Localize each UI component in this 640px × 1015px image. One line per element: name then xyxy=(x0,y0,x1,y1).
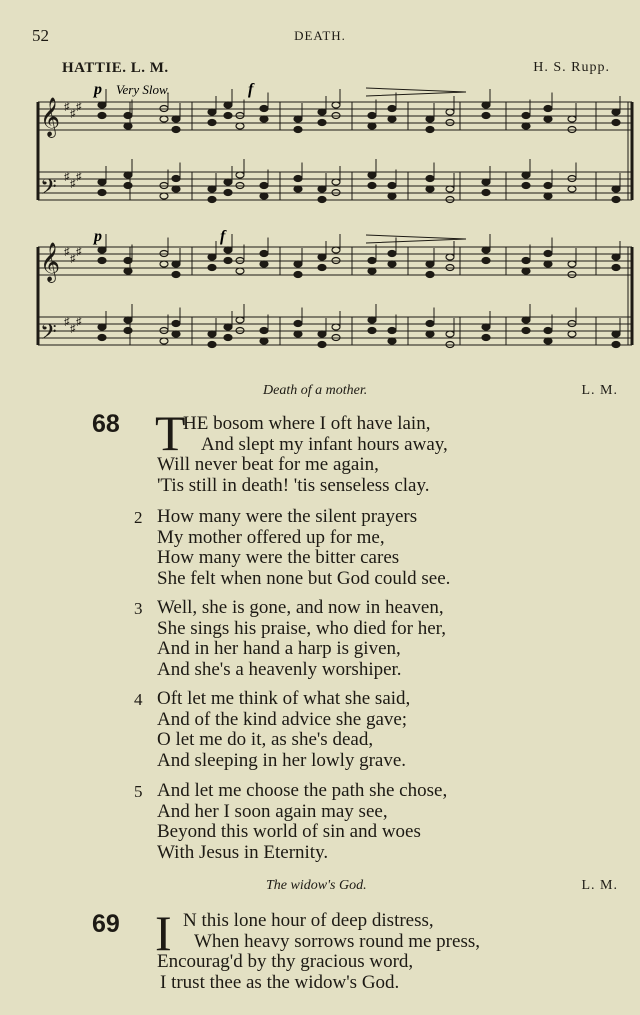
sharp-icon: ♯ xyxy=(76,246,82,258)
stanza-number: 5 xyxy=(134,782,143,801)
note-head xyxy=(544,338,552,344)
note-head xyxy=(224,335,232,341)
sharp-icon: ♯ xyxy=(64,246,70,258)
sharp-icon: ♯ xyxy=(70,178,76,190)
verse-line: I trust thee as the widow's God. xyxy=(160,971,400,993)
note-head xyxy=(260,183,268,189)
note-head xyxy=(612,120,620,126)
hymn-68-number: 68 xyxy=(92,410,120,438)
treble-clef-icon: 𝄞 xyxy=(40,97,61,137)
staff-lines xyxy=(38,234,632,350)
note-head xyxy=(224,258,232,264)
music-staff-image-1 xyxy=(36,80,636,230)
note-head xyxy=(522,317,530,323)
note-head xyxy=(208,331,216,337)
verse-line: With Jesus in Eternity. xyxy=(157,841,329,863)
dynamic-marking-f: f xyxy=(248,81,254,98)
note-head xyxy=(318,109,326,115)
verse-line: She sings his praise, who died for her, xyxy=(157,617,446,639)
note-head xyxy=(368,268,376,274)
note-head xyxy=(98,190,106,196)
note-head xyxy=(172,127,180,133)
note-head xyxy=(446,331,454,337)
note-head xyxy=(208,109,216,115)
note-head xyxy=(482,324,490,330)
note-head xyxy=(318,197,326,203)
note-head xyxy=(368,317,376,323)
treble-clef-icon: 𝄞 xyxy=(40,242,61,282)
note-head xyxy=(236,172,244,178)
note-head xyxy=(568,331,576,337)
tune-heading xyxy=(0,60,640,78)
note-head xyxy=(544,116,552,122)
hymn-69-number: 69 xyxy=(92,910,120,938)
verse-line: Oft let me think of what she said, xyxy=(157,688,411,709)
note-head xyxy=(612,197,620,203)
note-head xyxy=(482,247,490,253)
note-head xyxy=(522,328,530,334)
note-head xyxy=(224,113,232,119)
note-head xyxy=(568,186,576,192)
note-head xyxy=(522,123,530,129)
sharp-icon: ♯ xyxy=(76,316,82,328)
staff-lines xyxy=(38,88,632,205)
note-head xyxy=(368,258,376,264)
note-head xyxy=(332,324,340,330)
music-system-1 xyxy=(36,80,636,230)
sharp-icon: ♯ xyxy=(76,171,82,183)
dynamic-marking-p: p xyxy=(94,228,102,245)
verse-line: Well, she is gone, and now in heaven, xyxy=(157,597,444,618)
music-system-2 xyxy=(36,225,636,375)
note-head xyxy=(236,268,244,274)
note-head xyxy=(426,331,434,337)
note-head xyxy=(446,109,454,115)
stanza-number: 3 xyxy=(134,599,143,618)
verse-line: And of the kind advice she gave; xyxy=(157,708,408,730)
note-head xyxy=(172,176,180,182)
page-number: 52 xyxy=(32,26,49,45)
note-head xyxy=(482,258,490,264)
note-head xyxy=(260,261,268,267)
note-head xyxy=(388,193,396,199)
hymn-69-dropcap: I xyxy=(155,905,172,961)
note-head xyxy=(124,328,132,334)
note-head xyxy=(208,265,216,271)
bass-clef-icon: 𝄢 xyxy=(40,175,57,205)
note-head xyxy=(522,113,530,119)
note-head xyxy=(224,179,232,185)
note-head xyxy=(260,251,268,257)
decrescendo-hairpin xyxy=(366,235,466,243)
dynamic-marking-p: p xyxy=(94,81,102,98)
note-head xyxy=(294,116,302,122)
sharp-icon: ♯ xyxy=(70,108,76,120)
verse-line: My mother offered up for me, xyxy=(157,526,385,548)
note-head xyxy=(172,116,180,122)
note-head xyxy=(260,193,268,199)
note-head xyxy=(368,172,376,178)
stanza-number: 4 xyxy=(134,690,143,709)
note-head xyxy=(544,183,552,189)
hymn-68-subtitle: Death of a mother. xyxy=(263,383,368,398)
note-head xyxy=(160,193,168,199)
note-head xyxy=(294,272,302,278)
note-head xyxy=(388,116,396,122)
note-head xyxy=(446,254,454,260)
dynamic-marking-f: f xyxy=(220,228,226,245)
note-head xyxy=(426,321,434,327)
note-head xyxy=(388,106,396,112)
verse-line: And in her hand a harp is given, xyxy=(157,638,401,659)
sharp-icon: ♯ xyxy=(76,101,82,113)
note-head xyxy=(544,251,552,257)
note-head xyxy=(522,183,530,189)
note-head xyxy=(388,251,396,257)
verse-line: HE bosom where I oft have lain, xyxy=(183,413,431,434)
tempo-marking: Very Slow. xyxy=(116,82,170,97)
note-head xyxy=(98,179,106,185)
note-head xyxy=(208,197,216,203)
note-head xyxy=(98,247,106,253)
running-head: DEATH. xyxy=(294,28,346,43)
note-head xyxy=(426,261,434,267)
note-head xyxy=(98,113,106,119)
verse-line: And she's a heavenly worshiper. xyxy=(157,658,402,680)
note-head xyxy=(294,127,302,133)
verse-line: How many were the bitter cares xyxy=(157,547,400,568)
note-head xyxy=(318,331,326,337)
verse-line: How many were the silent prayers xyxy=(157,506,418,527)
note-head xyxy=(318,342,326,348)
note-head xyxy=(612,109,620,115)
note-head xyxy=(612,331,620,337)
verse-line: Beyond this world of sin and woes xyxy=(157,821,421,842)
note-head xyxy=(124,317,132,323)
note-head xyxy=(294,186,302,192)
note-head xyxy=(388,328,396,334)
note-head xyxy=(544,193,552,199)
note-head xyxy=(160,338,168,344)
sharp-icon: ♯ xyxy=(64,101,70,113)
note-head xyxy=(224,247,232,253)
note-head xyxy=(208,120,216,126)
note-head xyxy=(318,254,326,260)
verse-line: And sleeping in her lowly grave. xyxy=(157,749,407,771)
note-head xyxy=(368,113,376,119)
note-head xyxy=(124,258,132,264)
note-head xyxy=(318,186,326,192)
note-head xyxy=(332,247,340,253)
note-head xyxy=(426,272,434,278)
hymn-69-meter: L. M. xyxy=(581,878,618,893)
note-head xyxy=(612,265,620,271)
note-head xyxy=(388,338,396,344)
note-head xyxy=(612,342,620,348)
verse-line: And her I soon again may see, xyxy=(157,800,388,822)
note-head xyxy=(294,176,302,182)
note-head xyxy=(224,324,232,330)
music-staff-image-2 xyxy=(36,225,636,375)
note-head xyxy=(482,102,490,108)
page-header xyxy=(0,26,640,46)
stanza-number: 2 xyxy=(134,508,143,527)
verse-line: Will never beat for me again, xyxy=(157,454,379,475)
note-head xyxy=(426,127,434,133)
note-head xyxy=(544,328,552,334)
verse-line: She felt when none but God could see. xyxy=(157,567,451,589)
note-head xyxy=(368,183,376,189)
note-head xyxy=(612,254,620,260)
note-head xyxy=(332,179,340,185)
note-head xyxy=(368,123,376,129)
note-head xyxy=(388,261,396,267)
note-head xyxy=(124,268,132,274)
decrescendo-hairpin xyxy=(366,88,466,96)
note-head xyxy=(172,186,180,192)
note-head xyxy=(208,186,216,192)
note-head xyxy=(522,172,530,178)
note-head xyxy=(224,102,232,108)
verse-line: When heavy sorrows round me press, xyxy=(194,930,480,952)
note-head xyxy=(388,183,396,189)
note-head xyxy=(208,342,216,348)
note-head xyxy=(294,331,302,337)
note-head xyxy=(544,106,552,112)
note-head xyxy=(482,190,490,196)
verse-line: Encourag'd by thy gracious word, xyxy=(157,951,414,972)
note-head xyxy=(160,261,168,267)
hymn-68-dropcap: T xyxy=(155,405,186,461)
note-head xyxy=(260,328,268,334)
note-head xyxy=(98,335,106,341)
note-head xyxy=(98,324,106,330)
note-head xyxy=(318,120,326,126)
note-head xyxy=(124,113,132,119)
note-head xyxy=(236,123,244,129)
note-head xyxy=(612,186,620,192)
note-head xyxy=(522,258,530,264)
note-head xyxy=(446,186,454,192)
note-head xyxy=(172,331,180,337)
composer: H. S. Rupp. xyxy=(533,60,610,75)
note-head xyxy=(224,190,232,196)
sharp-icon: ♯ xyxy=(64,316,70,328)
note-head xyxy=(482,179,490,185)
verse-line: 'Tis still in death! 'tis senseless clay. xyxy=(157,474,430,496)
note-head xyxy=(294,261,302,267)
note-head xyxy=(260,116,268,122)
verse-line: And let me choose the path she chose, xyxy=(157,780,448,801)
sharp-icon: ♯ xyxy=(70,253,76,265)
note-head xyxy=(172,261,180,267)
note-head xyxy=(544,261,552,267)
sharp-icon: ♯ xyxy=(64,171,70,183)
note-head xyxy=(124,172,132,178)
verse-line: O let me do it, as she's dead, xyxy=(157,729,374,750)
note-head xyxy=(260,338,268,344)
note-head xyxy=(160,116,168,122)
note-head xyxy=(332,102,340,108)
tune-name: HATTIE. L. M. xyxy=(62,60,169,76)
note-head xyxy=(426,176,434,182)
hymn-69-subtitle: The widow's God. xyxy=(266,878,367,893)
note-head xyxy=(172,321,180,327)
note-head xyxy=(426,186,434,192)
note-head xyxy=(294,321,302,327)
note-head xyxy=(172,272,180,278)
note-head xyxy=(260,106,268,112)
bass-clef-icon: 𝄢 xyxy=(40,320,57,350)
note-head xyxy=(568,116,576,122)
note-head xyxy=(208,254,216,260)
note-head xyxy=(482,113,490,119)
verse-line: And slept my infant hours away, xyxy=(201,433,448,455)
note-head xyxy=(98,258,106,264)
note-head xyxy=(426,116,434,122)
note-head xyxy=(568,261,576,267)
note-head xyxy=(482,335,490,341)
note-head xyxy=(368,328,376,334)
note-head xyxy=(318,265,326,271)
note-head xyxy=(124,123,132,129)
note-head xyxy=(124,183,132,189)
verse-line: N this lone hour of deep distress, xyxy=(183,910,434,931)
note-head xyxy=(522,268,530,274)
note-head xyxy=(98,102,106,108)
hymn-68-meter: L. M. xyxy=(581,383,618,398)
note-head xyxy=(236,317,244,323)
sharp-icon: ♯ xyxy=(70,323,76,335)
